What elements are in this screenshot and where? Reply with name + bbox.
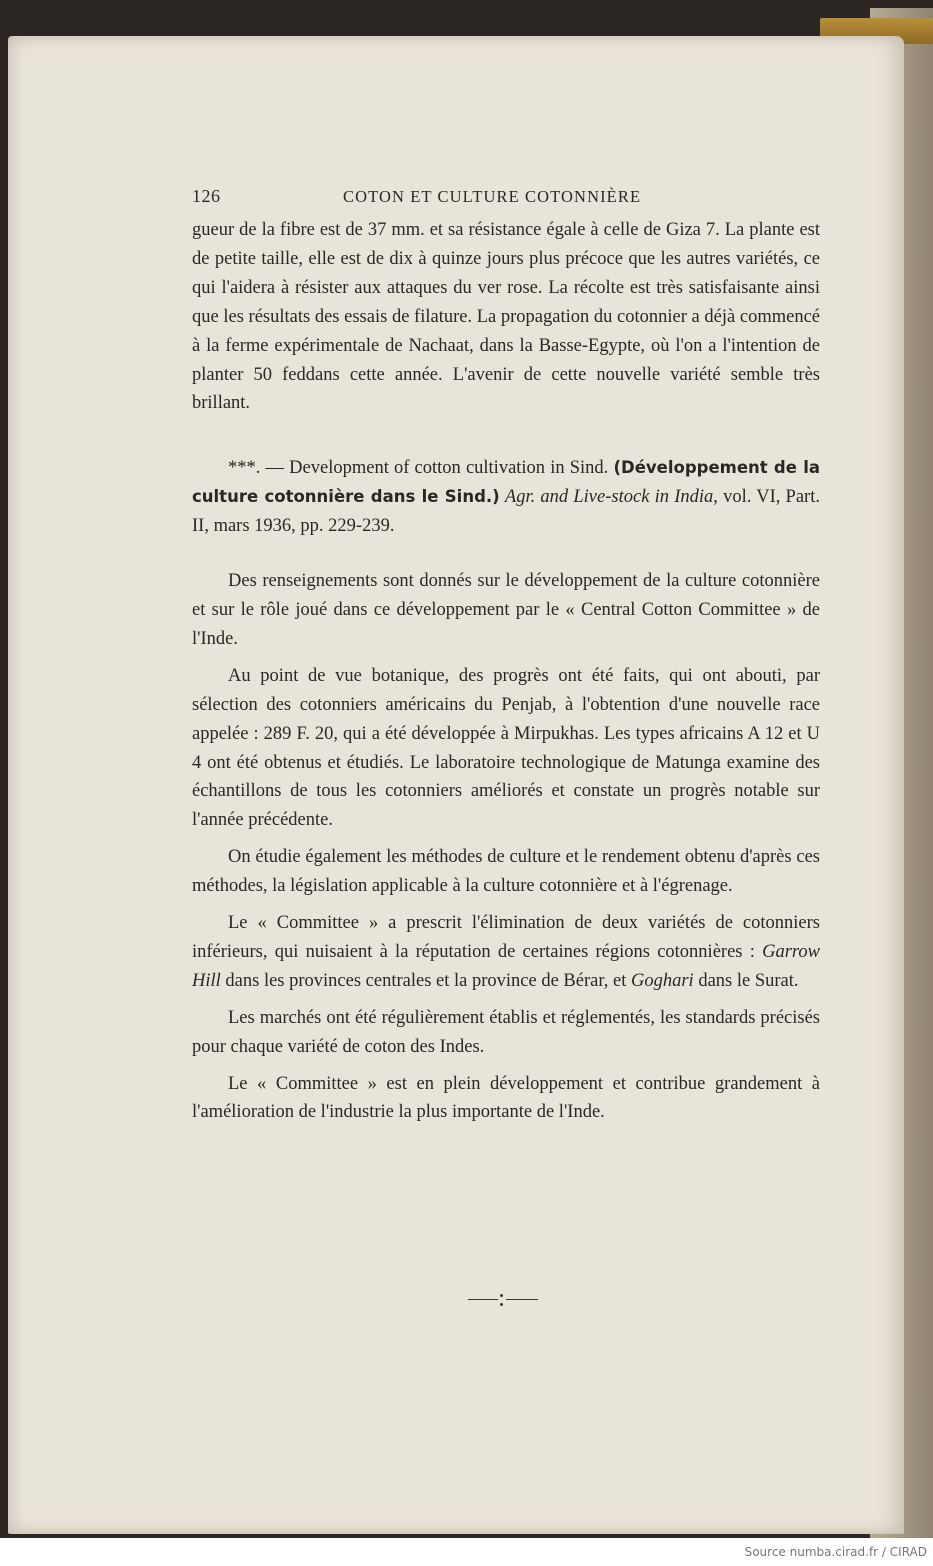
- variety-garrow-hill: Garrow Hill: [192, 941, 820, 991]
- text-run: Le « Committee » a prescrit l'élimination de deux variétés de cotonniers inférieurs, qui nuisaient à la réputation de certaines régions cotonnières :: [192, 913, 820, 962]
- reference-lead: ***. — Development of cotton cultivation in Sind.: [228, 458, 614, 479]
- paragraph-methods: On étudie également les méthodes de culture et le rendement obtenu d'après ces méthodes, la législation applicable à la culture cotonnière et à l'égrenage.: [192, 847, 820, 897]
- running-title: COTON ET CULTURE COTONNIÈRE: [343, 187, 642, 206]
- paragraph-intro: Des renseignements sont donnés sur le développement de la culture cotonnière et sur le rôle joué dans ce développement par le « Central Cotton Committee » de l'Inde.: [192, 571, 820, 649]
- reference-details: , vol. VI, Part. II, mars 1936, pp. 229-239.: [192, 487, 820, 537]
- reference-journal: Agr. and Live-stock in India: [504, 487, 714, 508]
- source-credit: Source numba.cirad.fr / CIRAD: [744, 1545, 927, 1559]
- page-text-block: [192, 182, 820, 1127]
- text-run: dans les provinces centrales et la province de Bérar, et: [220, 970, 631, 991]
- text-run: dans le Surat.: [693, 970, 799, 991]
- reference-french-title: (Développement de la culture cotonnière dans le Sind.): [192, 458, 820, 507]
- paragraph-markets: Les marchés ont été régulièrement établis et réglementés, les standards précisés pour chaque variété de coton des Indes.: [192, 1007, 820, 1057]
- paragraph-committee-development: Le « Committee » est en plein développement et contribue grandement à l'amélioration de l'industrie la plus importante de l'Inde.: [192, 1073, 820, 1123]
- page-header: [192, 182, 820, 216]
- section-end-ornament: [468, 1294, 538, 1306]
- paragraph-continuation: gueur de la fibre est de 37 mm. et sa résistance égale à celle de Giza 7. La plante est de petite taille, elle est de dix à quinze jours plus précoce que les autres variétés, ce qui l'aidera à résister aux attaques du ver rose. La récolte est très satisfaisante ainsi que les résultats des essais de filature. La propagation du cotonnier a déjà commencé à la ferme expérimentale de Nachaat, dans la Basse-Egypte, où l'on a l'intention de planter 50 feddans cette année. L'avenir de cette nouvelle variété semble très brillant.: [192, 220, 820, 414]
- paragraph-botany: Au point de vue botanique, des progrès ont été faits, qui ont abouti, par sélection des cotonniers américains du Penjab, à l'obtention d'une nouvelle race appelée : 289 F. 20, qui a été développée à Mirpukhas. Les types africains A 12 et U 4 ont été obtenus et étudiés. Le laboratoire technologique de Matunga examine des échantillons de tous les cotonniers améliorés et constate un progrès notable sur l'année précédente.: [192, 665, 820, 831]
- page-number: 126: [192, 186, 221, 206]
- paragraph-committee-elimination: [192, 909, 820, 996]
- variety-goghari: Goghari: [630, 970, 694, 991]
- bibliographic-reference: [192, 454, 820, 541]
